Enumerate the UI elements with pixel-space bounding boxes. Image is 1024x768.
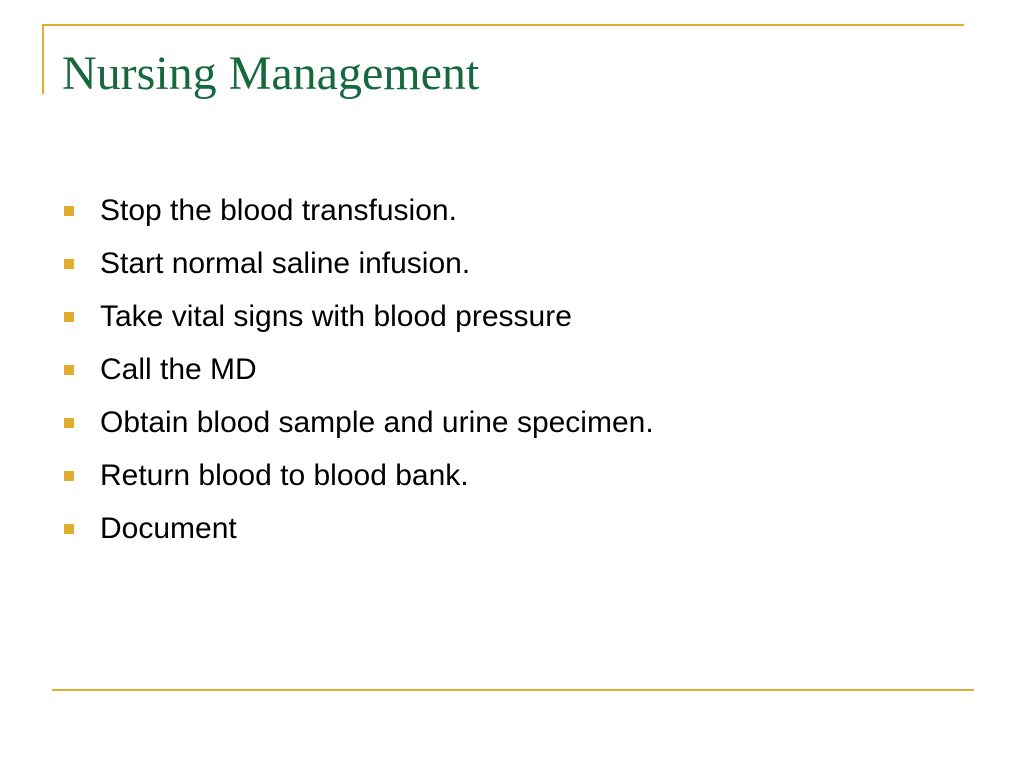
top-rule xyxy=(42,24,964,26)
bullet-item xyxy=(64,396,654,449)
bullet-item xyxy=(64,502,654,555)
square-bullet-icon xyxy=(64,312,74,322)
square-bullet-icon xyxy=(64,524,74,534)
square-bullet-icon xyxy=(64,206,74,216)
bullet-item xyxy=(64,237,654,290)
bottom-rule xyxy=(52,689,974,691)
bullet-text: Start normal saline infusion. xyxy=(100,246,471,280)
square-bullet-icon xyxy=(64,471,74,481)
bullet-text: Obtain blood sample and urine specimen. xyxy=(100,405,654,439)
left-rule xyxy=(42,24,44,94)
bullet-item xyxy=(64,290,654,343)
bullet-text: Call the MD xyxy=(100,352,257,386)
square-bullet-icon xyxy=(64,259,74,269)
slide-title: Nursing Management xyxy=(62,47,480,100)
bullet-item xyxy=(64,343,654,396)
bullet-item xyxy=(64,449,654,502)
bullet-text: Stop the blood transfusion. xyxy=(100,193,457,227)
square-bullet-icon xyxy=(64,365,74,375)
square-bullet-icon xyxy=(64,418,74,428)
bullet-list xyxy=(64,184,654,555)
bullet-item xyxy=(64,184,654,237)
bullet-text: Document xyxy=(100,511,237,545)
bullet-text: Take vital signs with blood pressure xyxy=(100,299,572,333)
bullet-text: Return blood to blood bank. xyxy=(100,458,469,492)
